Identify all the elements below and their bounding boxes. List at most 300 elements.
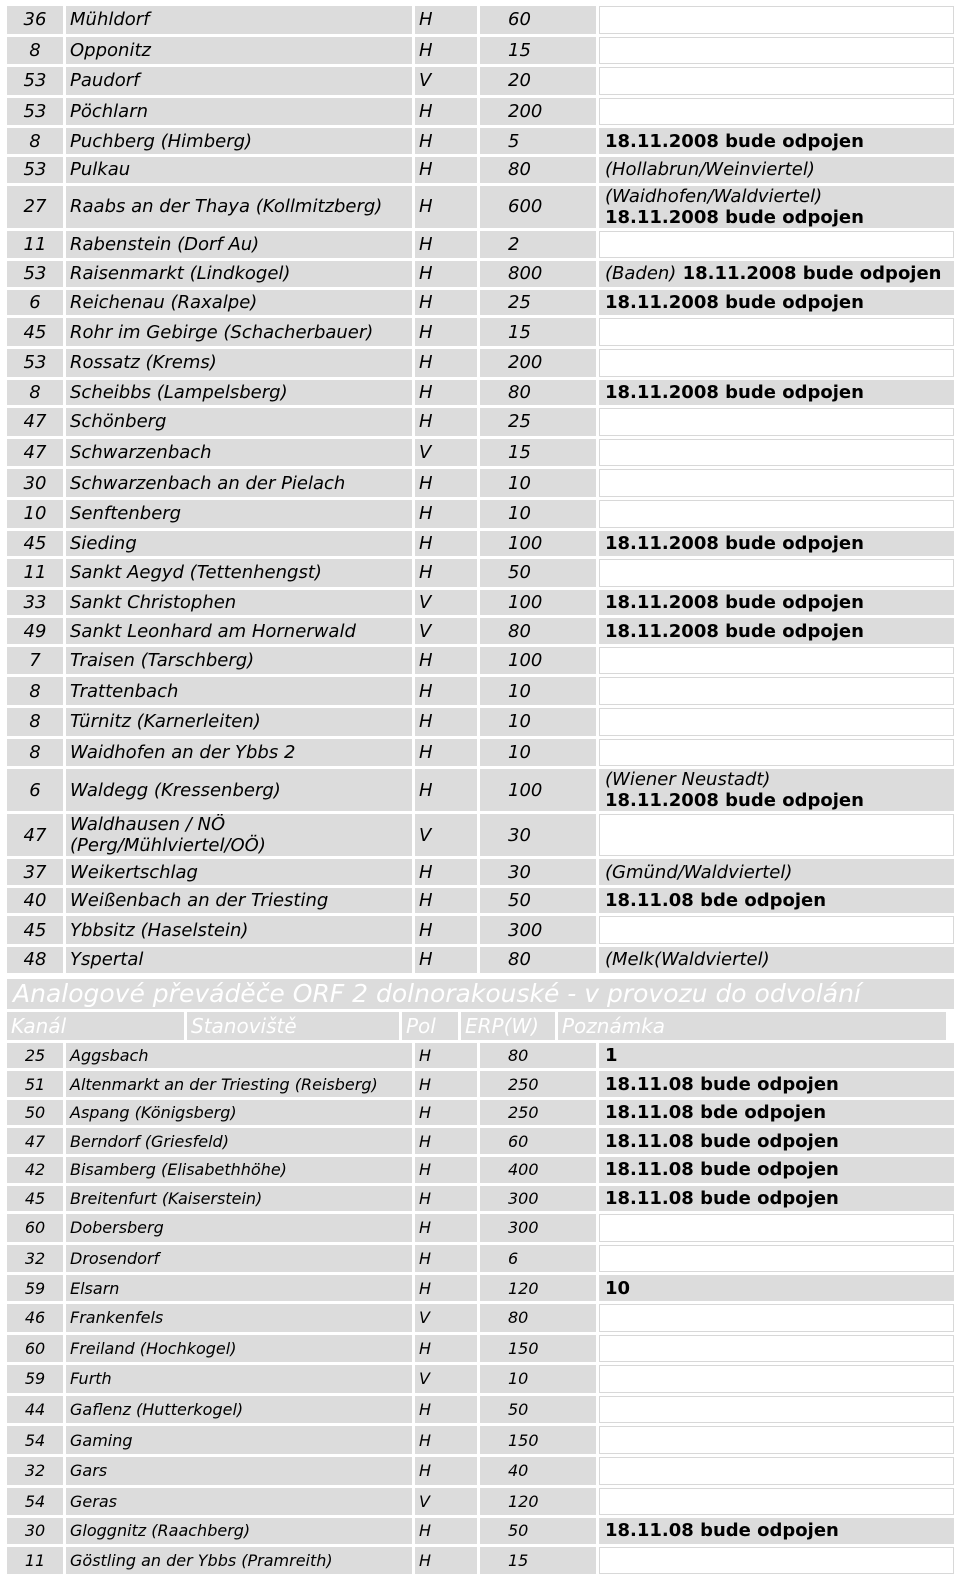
channel-cell: 60 xyxy=(7,1335,63,1363)
polarization-cell: H xyxy=(415,888,477,914)
table-row xyxy=(7,1518,954,1544)
table-row xyxy=(7,98,954,126)
note-status: 18.11.2008 bude odpojen xyxy=(605,790,864,812)
header-poznamka: Poznámka xyxy=(558,1012,946,1040)
header-stanoviste: Stanoviště xyxy=(187,1012,399,1040)
note-cell: 18.11.08 bude odpojen xyxy=(599,1157,954,1183)
channel-cell: 11 xyxy=(7,559,63,587)
site-cell: Gaflenz (Hutterkogel) xyxy=(66,1396,412,1424)
channel-cell: 49 xyxy=(7,618,63,644)
site-cell: Weißenbach an der Triesting xyxy=(66,888,412,914)
polarization-cell: H xyxy=(415,231,477,259)
polarization-cell: H xyxy=(415,1157,477,1183)
channel-cell: 59 xyxy=(7,1275,63,1301)
erp-cell: 300 xyxy=(480,1214,596,1242)
note-cell xyxy=(599,318,954,346)
note-cell xyxy=(599,769,954,811)
note-cell xyxy=(599,98,954,126)
channel-cell: 27 xyxy=(7,186,63,228)
channel-cell: 6 xyxy=(7,290,63,316)
table-row xyxy=(7,380,954,406)
erp-cell: 50 xyxy=(480,1518,596,1544)
table-row xyxy=(7,261,954,287)
table-row xyxy=(7,859,954,885)
polarization-cell: H xyxy=(415,1186,477,1212)
erp-cell: 60 xyxy=(480,1128,596,1154)
polarization-cell: H xyxy=(415,1214,477,1242)
channel-cell: 47 xyxy=(7,1128,63,1154)
erp-cell: 15 xyxy=(480,318,596,346)
header-kanal: Kanál xyxy=(7,1012,184,1040)
site-line: (Perg/Mühlviertel/OÖ) xyxy=(70,835,266,857)
erp-cell: 15 xyxy=(480,37,596,65)
note-cell xyxy=(599,1426,954,1454)
table-row xyxy=(7,408,954,436)
table-row xyxy=(7,1245,954,1273)
erp-cell: 100 xyxy=(480,647,596,675)
site-cell: Rabenstein (Dorf Au) xyxy=(66,231,412,259)
erp-cell: 50 xyxy=(480,888,596,914)
polarization-cell: H xyxy=(415,1426,477,1454)
polarization-cell: H xyxy=(415,647,477,675)
erp-cell: 40 xyxy=(480,1457,596,1485)
polarization-cell: H xyxy=(415,1335,477,1363)
channel-cell: 47 xyxy=(7,408,63,436)
header-erp: ERP(W) xyxy=(461,1012,555,1040)
polarization-cell: H xyxy=(415,349,477,377)
polarization-cell: H xyxy=(415,559,477,587)
polarization-cell: H xyxy=(415,1100,477,1126)
polarization-cell: V xyxy=(415,1488,477,1516)
channel-cell: 60 xyxy=(7,1214,63,1242)
table-row xyxy=(7,739,954,767)
polarization-cell: H xyxy=(415,1547,477,1575)
site-cell: Rossatz (Krems) xyxy=(66,349,412,377)
erp-cell: 100 xyxy=(480,769,596,811)
channel-cell: 53 xyxy=(7,157,63,183)
channel-cell: 47 xyxy=(7,814,63,856)
note-cell: (Melk(Waldviertel) xyxy=(599,947,954,973)
erp-cell: 10 xyxy=(480,1365,596,1393)
note-cell xyxy=(599,1304,954,1332)
table-row xyxy=(7,1128,954,1154)
note-cell xyxy=(599,408,954,436)
polarization-cell: H xyxy=(415,1275,477,1301)
polarization-cell: H xyxy=(415,318,477,346)
channel-cell: 8 xyxy=(7,677,63,705)
table-row xyxy=(7,1157,954,1183)
polarization-cell: H xyxy=(415,37,477,65)
erp-cell: 80 xyxy=(480,1304,596,1332)
erp-cell: 10 xyxy=(480,677,596,705)
table-row xyxy=(7,318,954,346)
note-cell: 18.11.08 bude odpojen xyxy=(599,1518,954,1544)
channel-cell: 54 xyxy=(7,1426,63,1454)
channel-cell: 6 xyxy=(7,769,63,811)
polarization-cell: H xyxy=(415,408,477,436)
note-cell xyxy=(599,261,954,287)
table-header-row xyxy=(4,1012,954,1040)
table-row xyxy=(7,439,954,467)
table-row xyxy=(7,6,954,34)
erp-cell: 5 xyxy=(480,128,596,154)
site-cell: Raabs an der Thaya (Kollmitzberg) xyxy=(66,186,412,228)
channel-cell: 33 xyxy=(7,590,63,616)
channel-cell: 53 xyxy=(7,261,63,287)
note-cell: (Gmünd/Waldviertel) xyxy=(599,859,954,885)
site-cell: Frankenfels xyxy=(66,1304,412,1332)
note-cell xyxy=(599,439,954,467)
note-cell: 18.11.2008 bude odpojen xyxy=(599,618,954,644)
note-cell: 18.11.08 bude odpojen xyxy=(599,1128,954,1154)
note-cell: (Hollabrun/Weinviertel) xyxy=(599,157,954,183)
erp-cell: 200 xyxy=(480,349,596,377)
note-cell: 18.11.08 bude odpojen xyxy=(599,1071,954,1097)
channel-cell: 25 xyxy=(7,1043,63,1069)
polarization-cell: V xyxy=(415,439,477,467)
erp-cell: 250 xyxy=(480,1100,596,1126)
site-cell: Aggsbach xyxy=(66,1043,412,1069)
erp-cell: 300 xyxy=(480,1186,596,1212)
channel-cell: 47 xyxy=(7,439,63,467)
polarization-cell: H xyxy=(415,157,477,183)
note-cell: 18.11.2008 bude odpojen xyxy=(599,128,954,154)
table-row xyxy=(7,1275,954,1301)
transmitter-table-analog xyxy=(4,1040,957,1577)
transmitter-table-top xyxy=(4,3,957,976)
site-cell: Reichenau (Raxalpe) xyxy=(66,290,412,316)
site-cell: Raisenmarkt (Lindkogel) xyxy=(66,261,412,287)
site-cell: Gaming xyxy=(66,1426,412,1454)
polarization-cell: H xyxy=(415,947,477,973)
erp-cell: 50 xyxy=(480,1396,596,1424)
site-cell: Bisamberg (Elisabethhöhe) xyxy=(66,1157,412,1183)
channel-cell: 8 xyxy=(7,380,63,406)
note-cell: 18.11.2008 bude odpojen xyxy=(599,380,954,406)
polarization-cell: V xyxy=(415,814,477,856)
polarization-cell: H xyxy=(415,1518,477,1544)
section-banner: Analogové převáděče ORF 2 dolnorakouské - v provozu do odvolání xyxy=(7,979,954,1009)
document-page xyxy=(4,3,957,1577)
erp-cell: 10 xyxy=(480,739,596,767)
table-row xyxy=(7,559,954,587)
channel-cell: 8 xyxy=(7,37,63,65)
table-row xyxy=(7,618,954,644)
site-cell: Trattenbach xyxy=(66,677,412,705)
table-row xyxy=(7,1335,954,1363)
note-cell xyxy=(599,231,954,259)
channel-cell: 30 xyxy=(7,1518,63,1544)
site-cell: Yspertal xyxy=(66,947,412,973)
channel-cell: 48 xyxy=(7,947,63,973)
site-cell: Puchberg (Himberg) xyxy=(66,128,412,154)
note-region: (Waidhofen/Waldviertel) xyxy=(605,185,823,207)
erp-cell: 80 xyxy=(480,380,596,406)
channel-cell: 8 xyxy=(7,708,63,736)
note-cell xyxy=(599,469,954,497)
polarization-cell: H xyxy=(415,739,477,767)
channel-cell: 45 xyxy=(7,531,63,557)
erp-cell: 2 xyxy=(480,231,596,259)
table-row xyxy=(7,231,954,259)
channel-cell: 44 xyxy=(7,1396,63,1424)
table-row xyxy=(7,1457,954,1485)
polarization-cell: H xyxy=(415,916,477,944)
polarization-cell: H xyxy=(415,1071,477,1097)
note-cell xyxy=(599,500,954,528)
polarization-cell: H xyxy=(415,1457,477,1485)
erp-cell: 15 xyxy=(480,439,596,467)
polarization-cell: V xyxy=(415,1304,477,1332)
table-row xyxy=(7,1488,954,1516)
polarization-cell: H xyxy=(415,186,477,228)
table-row xyxy=(7,1100,954,1126)
site-cell: Rohr im Gebirge (Schacherbauer) xyxy=(66,318,412,346)
site-cell: Türnitz (Karnerleiten) xyxy=(66,708,412,736)
site-cell: Drosendorf xyxy=(66,1245,412,1273)
polarization-cell: H xyxy=(415,677,477,705)
note-region: (Wiener Neustadt) xyxy=(605,769,771,791)
note-cell xyxy=(599,1365,954,1393)
note-cell xyxy=(599,186,954,228)
note-cell xyxy=(599,67,954,95)
site-cell: Göstling an der Ybbs (Pramreith) xyxy=(66,1547,412,1575)
erp-cell: 600 xyxy=(480,186,596,228)
polarization-cell: H xyxy=(415,859,477,885)
polarization-cell: H xyxy=(415,1245,477,1273)
site-cell: Sankt Christophen xyxy=(66,590,412,616)
polarization-cell: H xyxy=(415,769,477,811)
table-row xyxy=(7,157,954,183)
erp-cell: 30 xyxy=(480,814,596,856)
site-cell: Gloggnitz (Raachberg) xyxy=(66,1518,412,1544)
note-cell xyxy=(599,1488,954,1516)
note-cell xyxy=(599,559,954,587)
note-status: 18.11.2008 bude odpojen xyxy=(676,263,942,285)
note-cell: 18.11.08 bde odpojen xyxy=(599,888,954,914)
note-cell xyxy=(599,6,954,34)
erp-cell: 250 xyxy=(480,1071,596,1097)
note-cell xyxy=(599,1396,954,1424)
note-cell: 18.11.2008 bude odpojen xyxy=(599,590,954,616)
table-row xyxy=(7,916,954,944)
channel-cell: 36 xyxy=(7,6,63,34)
note-cell xyxy=(599,1335,954,1363)
erp-cell: 25 xyxy=(480,408,596,436)
polarization-cell: V xyxy=(415,67,477,95)
note-cell xyxy=(599,814,954,856)
table-row xyxy=(7,647,954,675)
channel-cell: 11 xyxy=(7,1547,63,1575)
table-row xyxy=(7,1304,954,1332)
site-cell: Gars xyxy=(66,1457,412,1485)
header-pol: Pol xyxy=(402,1012,458,1040)
note-cell: 18.11.08 bde odpojen xyxy=(599,1100,954,1126)
note-status: 18.11.2008 bude odpojen xyxy=(605,206,864,228)
site-cell: Sankt Aegyd (Tettenhengst) xyxy=(66,559,412,587)
channel-cell: 53 xyxy=(7,98,63,126)
erp-cell: 120 xyxy=(480,1488,596,1516)
polarization-cell: H xyxy=(415,6,477,34)
site-cell: Scheibbs (Lampelsberg) xyxy=(66,380,412,406)
erp-cell: 400 xyxy=(480,1157,596,1183)
site-cell: Aspang (Königsberg) xyxy=(66,1100,412,1126)
site-cell: Schwarzenbach an der Pielach xyxy=(66,469,412,497)
polarization-cell: H xyxy=(415,708,477,736)
channel-cell: 45 xyxy=(7,1186,63,1212)
polarization-cell: H xyxy=(415,380,477,406)
erp-cell: 80 xyxy=(480,947,596,973)
table-row xyxy=(7,186,954,228)
polarization-cell: H xyxy=(415,500,477,528)
table-row xyxy=(7,531,954,557)
site-cell: Elsarn xyxy=(66,1275,412,1301)
polarization-cell: V xyxy=(415,618,477,644)
note-cell xyxy=(599,1457,954,1485)
site-cell: Berndorf (Griesfeld) xyxy=(66,1128,412,1154)
note-cell: 10 xyxy=(599,1275,954,1301)
polarization-cell: H xyxy=(415,531,477,557)
site-cell: Mühldorf xyxy=(66,6,412,34)
note-cell xyxy=(599,1245,954,1273)
channel-cell: 53 xyxy=(7,349,63,377)
channel-cell: 8 xyxy=(7,128,63,154)
site-cell: Waidhofen an der Ybbs 2 xyxy=(66,739,412,767)
table-row xyxy=(7,769,954,811)
note-cell xyxy=(599,708,954,736)
site-cell: Breitenfurt (Kaiserstein) xyxy=(66,1186,412,1212)
table-row xyxy=(7,677,954,705)
polarization-cell: H xyxy=(415,261,477,287)
site-cell: Weikertschlag xyxy=(66,859,412,885)
table-row xyxy=(7,67,954,95)
erp-cell: 100 xyxy=(480,531,596,557)
erp-cell: 6 xyxy=(480,1245,596,1273)
site-cell: Opponitz xyxy=(66,37,412,65)
transmitter-table-analog-body xyxy=(7,1043,954,1575)
polarization-cell: H xyxy=(415,128,477,154)
note-cell: 18.11.08 bude odpojen xyxy=(599,1186,954,1212)
site-cell: Dobersberg xyxy=(66,1214,412,1242)
table-row xyxy=(7,128,954,154)
note-cell xyxy=(599,1547,954,1575)
table-row xyxy=(7,1547,954,1575)
table-row xyxy=(7,1214,954,1242)
polarization-cell: H xyxy=(415,469,477,497)
site-cell: Senftenberg xyxy=(66,500,412,528)
polarization-cell: H xyxy=(415,1043,477,1069)
erp-cell: 20 xyxy=(480,67,596,95)
polarization-cell: H xyxy=(415,1128,477,1154)
site-cell: Schwarzenbach xyxy=(66,439,412,467)
table-row xyxy=(7,469,954,497)
table-row xyxy=(7,708,954,736)
erp-cell: 80 xyxy=(480,618,596,644)
site-cell: Altenmarkt an der Triesting (Reisberg) xyxy=(66,1071,412,1097)
channel-cell: 59 xyxy=(7,1365,63,1393)
note-cell xyxy=(599,916,954,944)
erp-cell: 25 xyxy=(480,290,596,316)
site-cell: Geras xyxy=(66,1488,412,1516)
channel-cell: 42 xyxy=(7,1157,63,1183)
channel-cell: 53 xyxy=(7,67,63,95)
table-row xyxy=(7,1043,954,1069)
channel-cell: 11 xyxy=(7,231,63,259)
channel-cell: 8 xyxy=(7,739,63,767)
table-row xyxy=(7,290,954,316)
erp-cell: 300 xyxy=(480,916,596,944)
erp-cell: 150 xyxy=(480,1335,596,1363)
channel-cell: 51 xyxy=(7,1071,63,1097)
table-row xyxy=(7,1426,954,1454)
table-row xyxy=(7,888,954,914)
site-cell: Pöchlarn xyxy=(66,98,412,126)
polarization-cell: H xyxy=(415,1396,477,1424)
polarization-cell: V xyxy=(415,1365,477,1393)
channel-cell: 50 xyxy=(7,1100,63,1126)
erp-cell: 800 xyxy=(480,261,596,287)
channel-cell: 45 xyxy=(7,318,63,346)
note-cell xyxy=(599,739,954,767)
channel-cell: 40 xyxy=(7,888,63,914)
polarization-cell: H xyxy=(415,98,477,126)
erp-cell: 60 xyxy=(480,6,596,34)
site-cell: Sankt Leonhard am Hornerwald xyxy=(66,618,412,644)
note-cell xyxy=(599,37,954,65)
table-row xyxy=(7,1365,954,1393)
note-cell: 18.11.2008 bude odpojen xyxy=(599,531,954,557)
site-cell: Furth xyxy=(66,1365,412,1393)
channel-cell: 30 xyxy=(7,469,63,497)
note-cell xyxy=(599,677,954,705)
erp-cell: 50 xyxy=(480,559,596,587)
table-row xyxy=(7,37,954,65)
note-cell: 18.11.2008 bude odpojen xyxy=(599,290,954,316)
note-cell xyxy=(599,349,954,377)
table-row xyxy=(7,1071,954,1097)
table-row xyxy=(7,947,954,973)
erp-cell: 10 xyxy=(480,469,596,497)
site-cell: Paudorf xyxy=(66,67,412,95)
erp-cell: 200 xyxy=(480,98,596,126)
note-cell xyxy=(599,1214,954,1242)
channel-cell: 32 xyxy=(7,1245,63,1273)
channel-cell: 54 xyxy=(7,1488,63,1516)
erp-cell: 80 xyxy=(480,157,596,183)
site-cell: Freiland (Hochkogel) xyxy=(66,1335,412,1363)
erp-cell: 10 xyxy=(480,708,596,736)
site-cell: Pulkau xyxy=(66,157,412,183)
table-row xyxy=(7,814,954,856)
site-line: Waldhausen / NÖ xyxy=(70,814,226,836)
table-row xyxy=(7,1186,954,1212)
note-cell xyxy=(599,647,954,675)
site-cell: Waldegg (Kressenberg) xyxy=(66,769,412,811)
note-region: (Baden) xyxy=(605,263,677,285)
site-cell: Ybbsitz (Haselstein) xyxy=(66,916,412,944)
channel-cell: 32 xyxy=(7,1457,63,1485)
site-cell: Traisen (Tarschberg) xyxy=(66,647,412,675)
channel-cell: 46 xyxy=(7,1304,63,1332)
table-row xyxy=(7,590,954,616)
erp-cell: 10 xyxy=(480,500,596,528)
channel-cell: 45 xyxy=(7,916,63,944)
erp-cell: 30 xyxy=(480,859,596,885)
erp-cell: 80 xyxy=(480,1043,596,1069)
erp-cell: 15 xyxy=(480,1547,596,1575)
channel-cell: 10 xyxy=(7,500,63,528)
table-row xyxy=(7,500,954,528)
